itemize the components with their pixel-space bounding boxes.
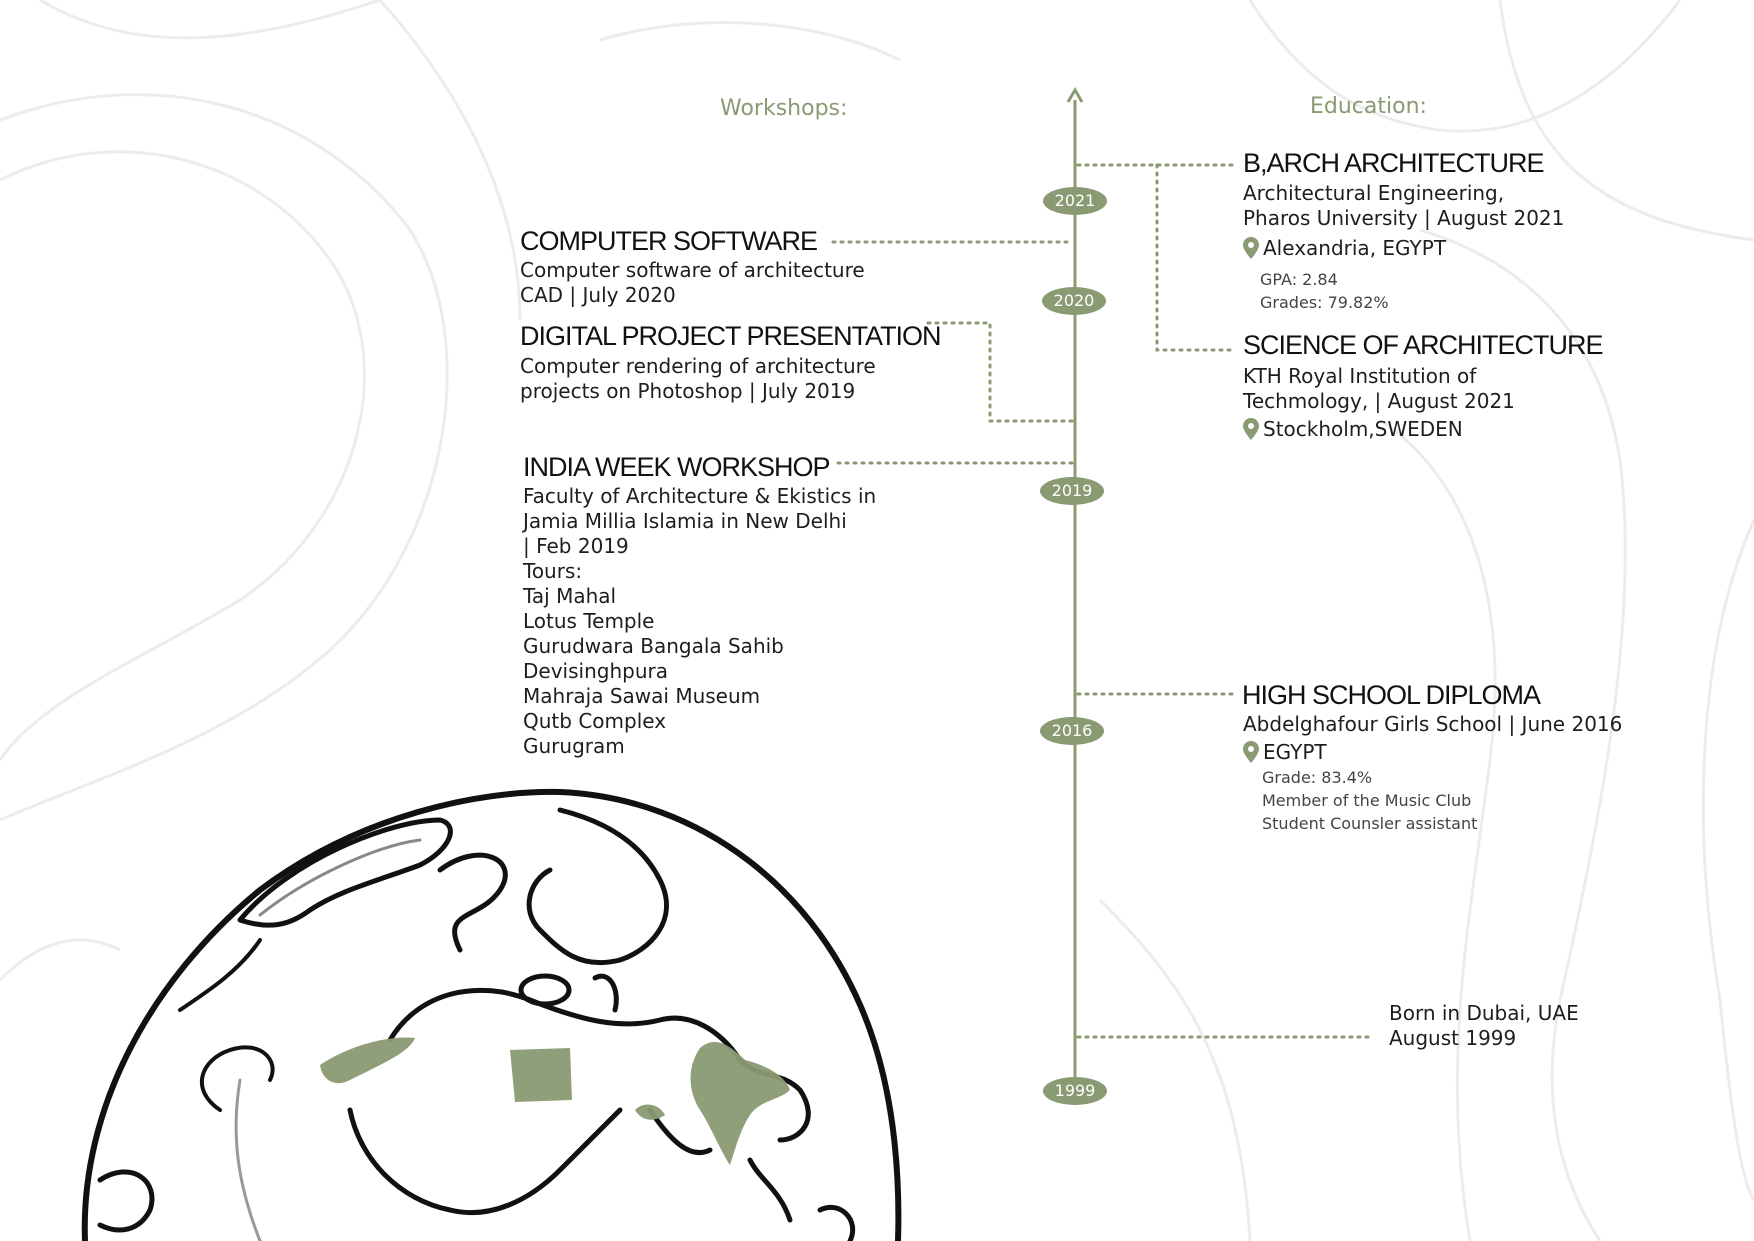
detail-line: Grade: 83.4%: [1262, 768, 1373, 787]
detail-line: Gurudwara Bangala Sahib: [523, 634, 784, 658]
education-grades-barch: [1260, 268, 1389, 314]
detail-line: Techmology, | August 2021: [1243, 389, 1515, 413]
detail-line: Taj Mahal: [523, 584, 617, 608]
location-label: Stockholm,SWEDEN: [1263, 417, 1463, 441]
location-barch: [1243, 236, 1446, 260]
connector-digital-project: [928, 323, 1072, 421]
detail-line: Grades: 79.82%: [1260, 293, 1389, 312]
year-badge-2021: 2021: [1043, 187, 1107, 215]
workshop-details-digital-project: [520, 354, 876, 404]
detail-line: Faculty of Architecture & Ekistics in: [523, 484, 877, 508]
workshop-details-computer-software: [520, 258, 865, 308]
detail-line: projects on Photoshop | July 2019: [520, 379, 856, 403]
detail-line: Member of the Music Club: [1262, 791, 1472, 810]
education-details-science: [1243, 364, 1515, 414]
education-heading: Education:: [1310, 94, 1427, 119]
workshop-title-computer-software: COMPUTER SOFTWARE: [520, 226, 817, 256]
detail-line: Student Counsler assistant: [1262, 814, 1478, 833]
detail-line: Pharos University | August 2021: [1243, 206, 1565, 230]
year-badge-2019: 2019: [1040, 477, 1104, 505]
education-details-highschool: [1243, 712, 1622, 737]
detail-line: Born in Dubai, UAE: [1389, 1001, 1579, 1025]
detail-line: KTH Royal Institution of: [1243, 364, 1477, 388]
education-title-highschool: HIGH SCHOOL DIPLOMA: [1242, 680, 1541, 710]
location-label: EGYPT: [1263, 740, 1327, 764]
detail-line: August 1999: [1389, 1026, 1517, 1050]
detail-line: Gurugram: [523, 734, 625, 758]
education-title-barch: B,ARCH ARCHITECTURE: [1243, 148, 1544, 178]
year-badge-2020: 2020: [1042, 287, 1106, 315]
workshop-title-digital-project: DIGITAL PROJECT PRESENTATION: [520, 321, 941, 351]
education-activities-highschool: [1262, 766, 1477, 835]
detail-line: Computer rendering of architecture: [520, 354, 876, 378]
birth-info: [1389, 1001, 1579, 1051]
detail-line: GPA: 2.84: [1260, 270, 1338, 289]
year-badge-2016: 2016: [1040, 717, 1104, 745]
workshop-title-india-week: INDIA WEEK WORKSHOP: [523, 452, 830, 482]
workshop-details-india-week: [523, 484, 876, 759]
detail-line: Computer software of architecture: [520, 258, 865, 282]
detail-line: Abdelghafour Girls School | June 2016: [1243, 712, 1623, 736]
year-badge-1999: 1999: [1043, 1077, 1107, 1105]
map-pin-icon: [1243, 741, 1259, 763]
location-label: Alexandria, EGYPT: [1263, 236, 1447, 260]
detail-line: Qutb Complex: [523, 709, 667, 733]
map-pin-icon: [1243, 237, 1259, 259]
globe-illustration: [60, 780, 920, 1241]
location-science: [1243, 417, 1463, 441]
education-title-science: SCIENCE OF ARCHITECTURE: [1243, 330, 1603, 360]
detail-line: Architectural Engineering,: [1243, 181, 1505, 205]
detail-line: Tours:: [523, 559, 583, 583]
location-highschool: [1243, 740, 1327, 764]
connector-science: [1157, 165, 1235, 350]
detail-line: CAD | July 2020: [520, 283, 676, 307]
detail-line: Devisinghpura: [523, 659, 668, 683]
education-details-barch: [1243, 181, 1564, 231]
detail-line: | Feb 2019: [523, 534, 629, 558]
detail-line: Jamia Millia Islamia in New Delhi: [523, 509, 847, 533]
detail-line: Lotus Temple: [523, 609, 655, 633]
map-pin-icon: [1243, 418, 1259, 440]
workshops-heading: Workshops:: [720, 96, 848, 121]
detail-line: Mahraja Sawai Museum: [523, 684, 761, 708]
